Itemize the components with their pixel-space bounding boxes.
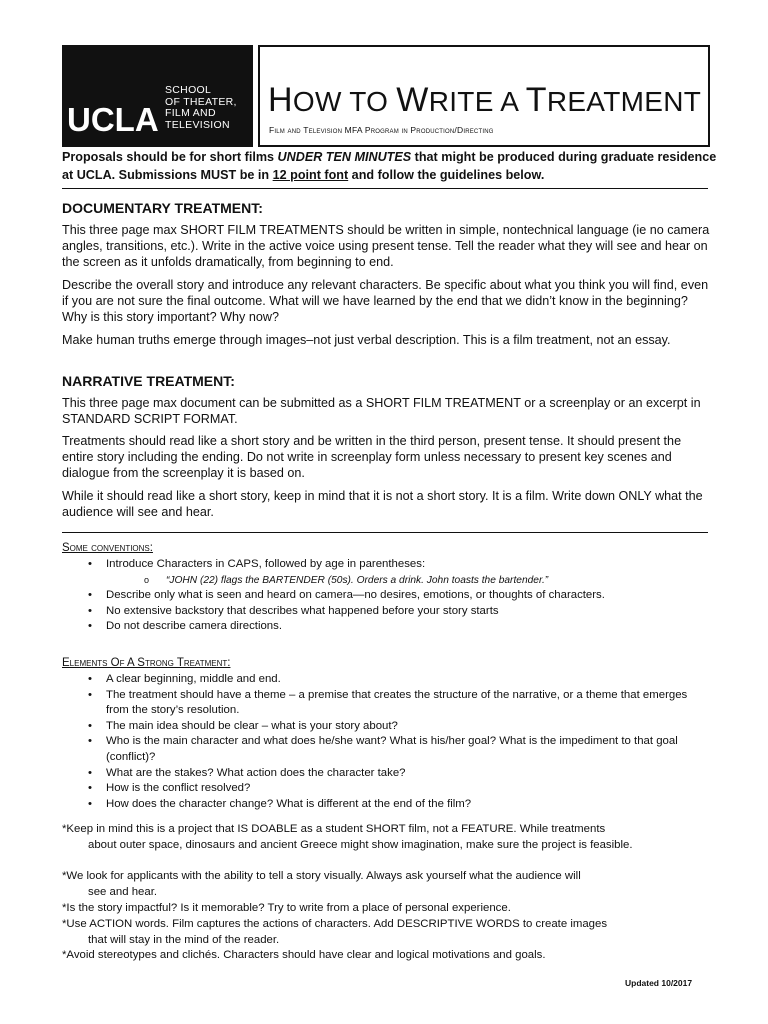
elements-list xyxy=(62,672,702,812)
narrative-heading: NARRATIVE TREATMENT: xyxy=(62,373,235,389)
ucla-logo xyxy=(62,45,253,147)
documentary-paragraph-2: Describe the overall story and introduce any relevant characters. Be specific about what you think you will find, even if you are not sure the final outcome. What will we have learned by the end that we didn’t know in the beginning? Why is this story important? Why now? xyxy=(62,278,709,324)
documentary-paragraph-3: Make human truths emerge through images–not just verbal description. This is a film treatment, not an essay. xyxy=(62,333,671,347)
list-item: • Introduce Characters in CAPS, followed by age in parentheses: xyxy=(88,558,426,570)
conventions-list xyxy=(62,557,702,635)
title-box xyxy=(258,45,710,147)
list-item: • How does the character change? What is different at the end of the film? xyxy=(88,797,472,810)
documentary-paragraph-1: This three page max SHORT FILM TREATMENTS should be written in simple, nontechnical language (ie no camera angles, transitions, etc.). Write in the active voice using present tense. Tell the reader what they will see and hear on the screen as it unfolds dramatically, from beginning to end. xyxy=(62,223,710,269)
list-item: o “JOHN (22) flags the BARTENDER (50s). Orders a drink. John toasts the bartender.” xyxy=(144,574,549,586)
note-action-words: *Use ACTION words. Film captures the actions of characters. Add DESCRIPTIVE WORDS to create images that will stay in the mind of the reader. xyxy=(62,918,608,946)
conventions-heading: Some conventions: xyxy=(62,542,153,554)
divider xyxy=(62,532,708,533)
list-item: • What are the stakes? What action does the character take? xyxy=(88,766,406,779)
elements-heading: Elements Of A Strong Treatment: xyxy=(62,657,231,669)
logo-ucla-text: UCLA xyxy=(67,101,159,138)
note-stereotypes: *Avoid stereotypes and clichés. Characters should have clear and logical motivations and goals. xyxy=(62,949,546,961)
note-doable: *Keep in mind this is a project that IS DOABLE as a student SHORT film, not a FEATURE. While treatments about outer space, dinosaurs and ancient Greece might show imagination, make sure the project is feasible. xyxy=(62,823,633,851)
divider xyxy=(62,188,708,189)
list-item: • How is the conflict resolved? xyxy=(88,782,251,795)
list-item: • Describe only what is seen and heard on camera—no desires, emotions, or thoughts of characters. xyxy=(88,589,605,602)
note-visual: *We look for applicants with the ability to tell a story visually. Always ask yourself what the audience will see and hear. xyxy=(62,870,581,898)
list-item: • Who is the main character and what does he/she want? What is his/her goal? What is the impediment to that goal (conflict)? xyxy=(88,735,678,763)
proposal-notice: Proposals should be for short films UNDER TEN MINUTES that might be produced during graduate residence at UCLA. Submissions MUST be in 12 point font and follow the guidelines below. xyxy=(62,150,717,182)
list-item: • No extensive backstory that describes what happened before your story starts xyxy=(88,604,499,617)
list-item: • Do not describe camera directions. xyxy=(88,620,283,633)
page-title: HOW TO WRITE A TREATMENT xyxy=(268,81,702,119)
narrative-paragraph-1: This three page max document can be submitted as a SHORT FILM TREATMENT or a screenplay or an excerpt in STANDARD SCRIPT FORMAT. xyxy=(62,396,701,426)
logo-school-text: SCHOOL OF THEATER, FILM AND TELEVISION xyxy=(165,84,237,131)
documentary-heading: DOCUMENTARY TREATMENT: xyxy=(62,200,263,216)
updated-date: Updated 10/2017 xyxy=(625,978,693,988)
note-impactful: *Is the story impactful? Is it memorable? Try to write from a place of personal experience. xyxy=(62,902,511,914)
list-item: • The treatment should have a theme – a premise that creates the structure of the narrative, or a theme that emerges from the story’s resolution. xyxy=(88,688,688,717)
narrative-paragraph-2: Treatments should read like a short story and be written in the third person, present tense. It should present the entire story including the ending. Do not write in screenplay form unless necessary to present key scenes and dialogue from the screenplay it is based on. xyxy=(62,434,682,480)
page-subtitle: Film and Television MFA Program in Production/Directing xyxy=(269,125,494,135)
list-item: • The main idea should be clear – what is your story about? xyxy=(88,719,398,732)
list-item: • A clear beginning, middle and end. xyxy=(88,673,281,685)
narrative-paragraph-3: While it should read like a short story, keep in mind that it is not a short story. It is a film. Write down ONLY what the audience will see and hear. xyxy=(62,489,703,519)
